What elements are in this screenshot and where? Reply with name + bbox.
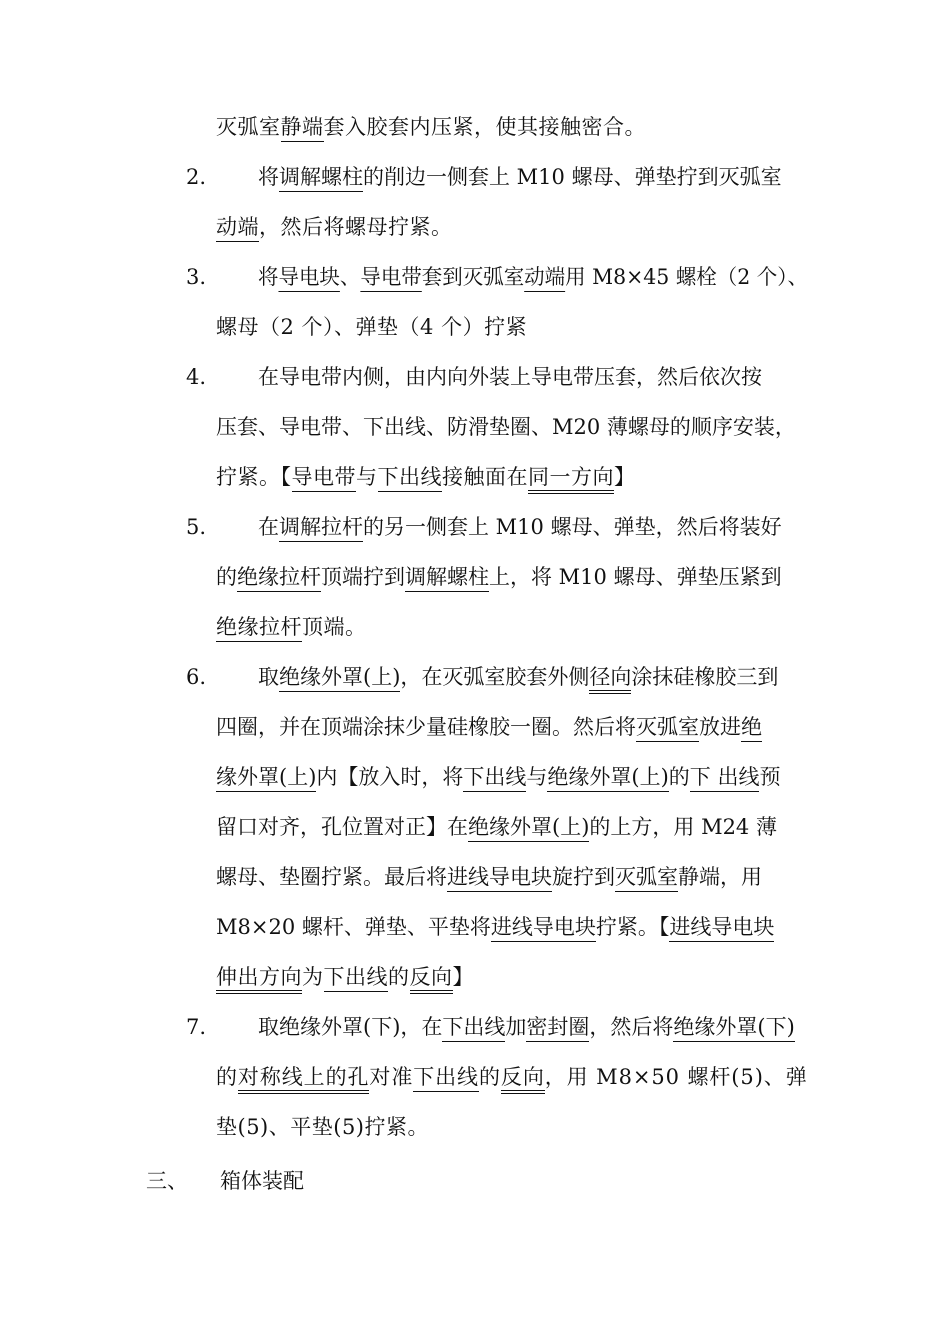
item-number: 5. — [186, 515, 207, 539]
text-run: 四圈，并在顶端涂抹少量硅橡胶一圈。然后将 — [216, 715, 636, 739]
underlined-term: 灭弧室 — [615, 865, 678, 892]
text-run: 顶端。 — [302, 615, 367, 639]
text-line — [258, 514, 782, 540]
underlined-term: 对称线上的孔 — [238, 1065, 369, 1094]
text-line — [258, 364, 762, 390]
text-run: 的 — [216, 1065, 238, 1089]
text-line — [216, 814, 777, 840]
underlined-term: 下出线 — [413, 1065, 479, 1092]
text-run: 的削边一侧套上 M10 螺母、弹垫拧到灭弧室 — [363, 165, 782, 189]
text-run: 将 — [258, 165, 279, 189]
text-line — [216, 414, 796, 440]
text-line — [216, 114, 646, 140]
underlined-term: 反向 — [501, 1065, 545, 1094]
item-number: 6. — [186, 665, 207, 689]
text-run: 螺母、垫圈拧紧。最后将 — [216, 865, 447, 889]
underlined-term: 动端 — [524, 265, 565, 292]
text-run: 拧紧。【 — [595, 915, 670, 939]
text-run: 】 — [614, 465, 636, 489]
item-number: 4. — [186, 365, 207, 389]
text-run: 为 — [302, 965, 324, 989]
text-line — [216, 914, 774, 940]
underlined-term: 同一方向 — [528, 465, 614, 494]
underlined-term: 绝缘外罩(上) — [279, 665, 400, 692]
text-run: 与 — [526, 765, 548, 789]
text-run: 内【放入时，将 — [316, 765, 464, 789]
text-run: 在 — [258, 515, 279, 539]
underlined-term: 反向 — [410, 965, 453, 994]
underlined-term: 缘外罩(上) — [216, 765, 316, 792]
text-run: ，然后将 — [589, 1015, 674, 1039]
underlined-term: 进线导电块 — [491, 915, 596, 942]
item-number: 3. — [186, 265, 207, 289]
underlined-term: 绝缘外罩(上) — [547, 765, 668, 792]
underlined-term: 调解螺柱 — [279, 165, 363, 192]
underlined-term: 进线导电块 — [447, 865, 552, 892]
underlined-term: 静端 — [281, 115, 324, 142]
text-run: 用 M8×45 螺栓（2 个）、 — [565, 265, 808, 289]
text-run: 上，将 M10 螺母、弹垫压紧到 — [489, 565, 782, 589]
text-line — [258, 664, 778, 690]
text-run: ，然后将螺母拧紧。 — [259, 215, 453, 239]
text-run: 、 — [339, 265, 361, 289]
item-number: 7. — [186, 1015, 207, 1039]
underlined-term: 导电块 — [278, 265, 339, 292]
text-run: 预 — [759, 765, 781, 789]
section-number: 三、 — [146, 1169, 188, 1193]
underlined-term: 下出线 — [324, 965, 389, 992]
text-run: 取 — [258, 665, 279, 689]
underlined-term: 下 出线 — [690, 765, 760, 792]
underlined-term: 绝缘拉杆 — [237, 565, 321, 592]
underlined-term: 进线导电块 — [669, 915, 774, 942]
underlined-term: 下出线 — [378, 465, 443, 492]
text-run: 加 — [505, 1015, 527, 1039]
underlined-term: 径向 — [589, 665, 631, 694]
text-run: 顶端拧到 — [321, 565, 405, 589]
section-title: 箱体装配 — [220, 1169, 304, 1193]
text-line — [216, 314, 527, 340]
text-run: 】 — [452, 965, 474, 989]
underlined-term: 密封圈 — [526, 1015, 589, 1042]
text-line — [216, 764, 780, 790]
text-run: ，在灭弧室胶套外侧 — [400, 665, 590, 689]
text-run: ，用 M8×50 螺杆(5)、弹 — [544, 1065, 808, 1089]
underlined-term: 绝缘外罩(上) — [468, 815, 589, 842]
underlined-term: 绝缘拉杆 — [216, 615, 302, 642]
text-run: 的另一侧套上 M10 螺母、弹垫，然后将装好 — [363, 515, 782, 539]
text-line — [216, 714, 762, 740]
text-line — [216, 214, 453, 240]
underlined-term: 绝 — [741, 715, 762, 742]
text-line — [216, 614, 367, 640]
underlined-term: 导电带 — [292, 465, 357, 492]
underlined-term: 调解拉杆 — [279, 515, 363, 542]
text-run: 将 — [258, 265, 279, 289]
text-run: 的 — [668, 765, 690, 789]
underlined-term: 绝缘外罩(下) — [673, 1015, 794, 1042]
text-run: 的上方，用 M24 薄 — [589, 815, 777, 839]
underlined-term: 导电带 — [360, 265, 421, 292]
text-run: 的 — [478, 1065, 501, 1089]
text-run: 在导电带内侧，由内向外装上导电带压套，然后依次按 — [258, 365, 762, 389]
text-line — [216, 964, 474, 990]
text-run: M8×20 螺杆、弹垫、平垫将 — [216, 915, 491, 939]
text-line — [216, 864, 762, 890]
text-line — [258, 264, 808, 290]
text-run: 与 — [356, 465, 378, 489]
item-number: 2. — [186, 165, 207, 189]
text-run: 静端，用 — [678, 865, 762, 889]
underlined-term: 下出线 — [442, 1015, 505, 1042]
underlined-term: 调解螺柱 — [405, 565, 489, 592]
text-line — [216, 464, 636, 490]
text-line — [258, 164, 782, 190]
text-run: 螺母（2 个）、弹垫（4 个）拧紧 — [216, 315, 528, 339]
underlined-term: 灭弧室 — [636, 715, 699, 742]
text-run: 旋拧到 — [552, 865, 615, 889]
text-line — [216, 1114, 429, 1140]
text-run: 接触面在 — [442, 465, 528, 489]
text-run: 涂抹硅橡胶三到 — [631, 665, 779, 689]
text-run: 留口对齐，孔位置对正】在 — [216, 815, 468, 839]
text-run: 垫(5)、平垫(5)拧紧。 — [216, 1115, 429, 1139]
text-run: 灭弧室 — [216, 115, 281, 139]
text-run: 放进 — [699, 715, 741, 739]
text-run: 的 — [388, 965, 410, 989]
text-run: 拧紧。【 — [216, 465, 292, 489]
text-run: 压套、导电带、下出线、防滑垫圈、M20 薄螺母的顺序安装， — [216, 415, 796, 439]
text-line — [258, 1014, 795, 1040]
text-line — [216, 1064, 808, 1090]
underlined-term: 动端 — [216, 215, 259, 242]
text-run: 套入胶套内压紧，使其接触密合。 — [323, 115, 646, 139]
text-line — [216, 564, 782, 590]
text-run: 套到灭弧室 — [421, 265, 525, 289]
text-run: 取绝缘外罩(下)，在 — [258, 1015, 443, 1039]
underlined-term: 下出线 — [463, 765, 526, 792]
text-run: 的 — [216, 565, 237, 589]
text-run: 对准 — [369, 1065, 414, 1089]
underlined-term: 伸出方向 — [216, 965, 302, 994]
